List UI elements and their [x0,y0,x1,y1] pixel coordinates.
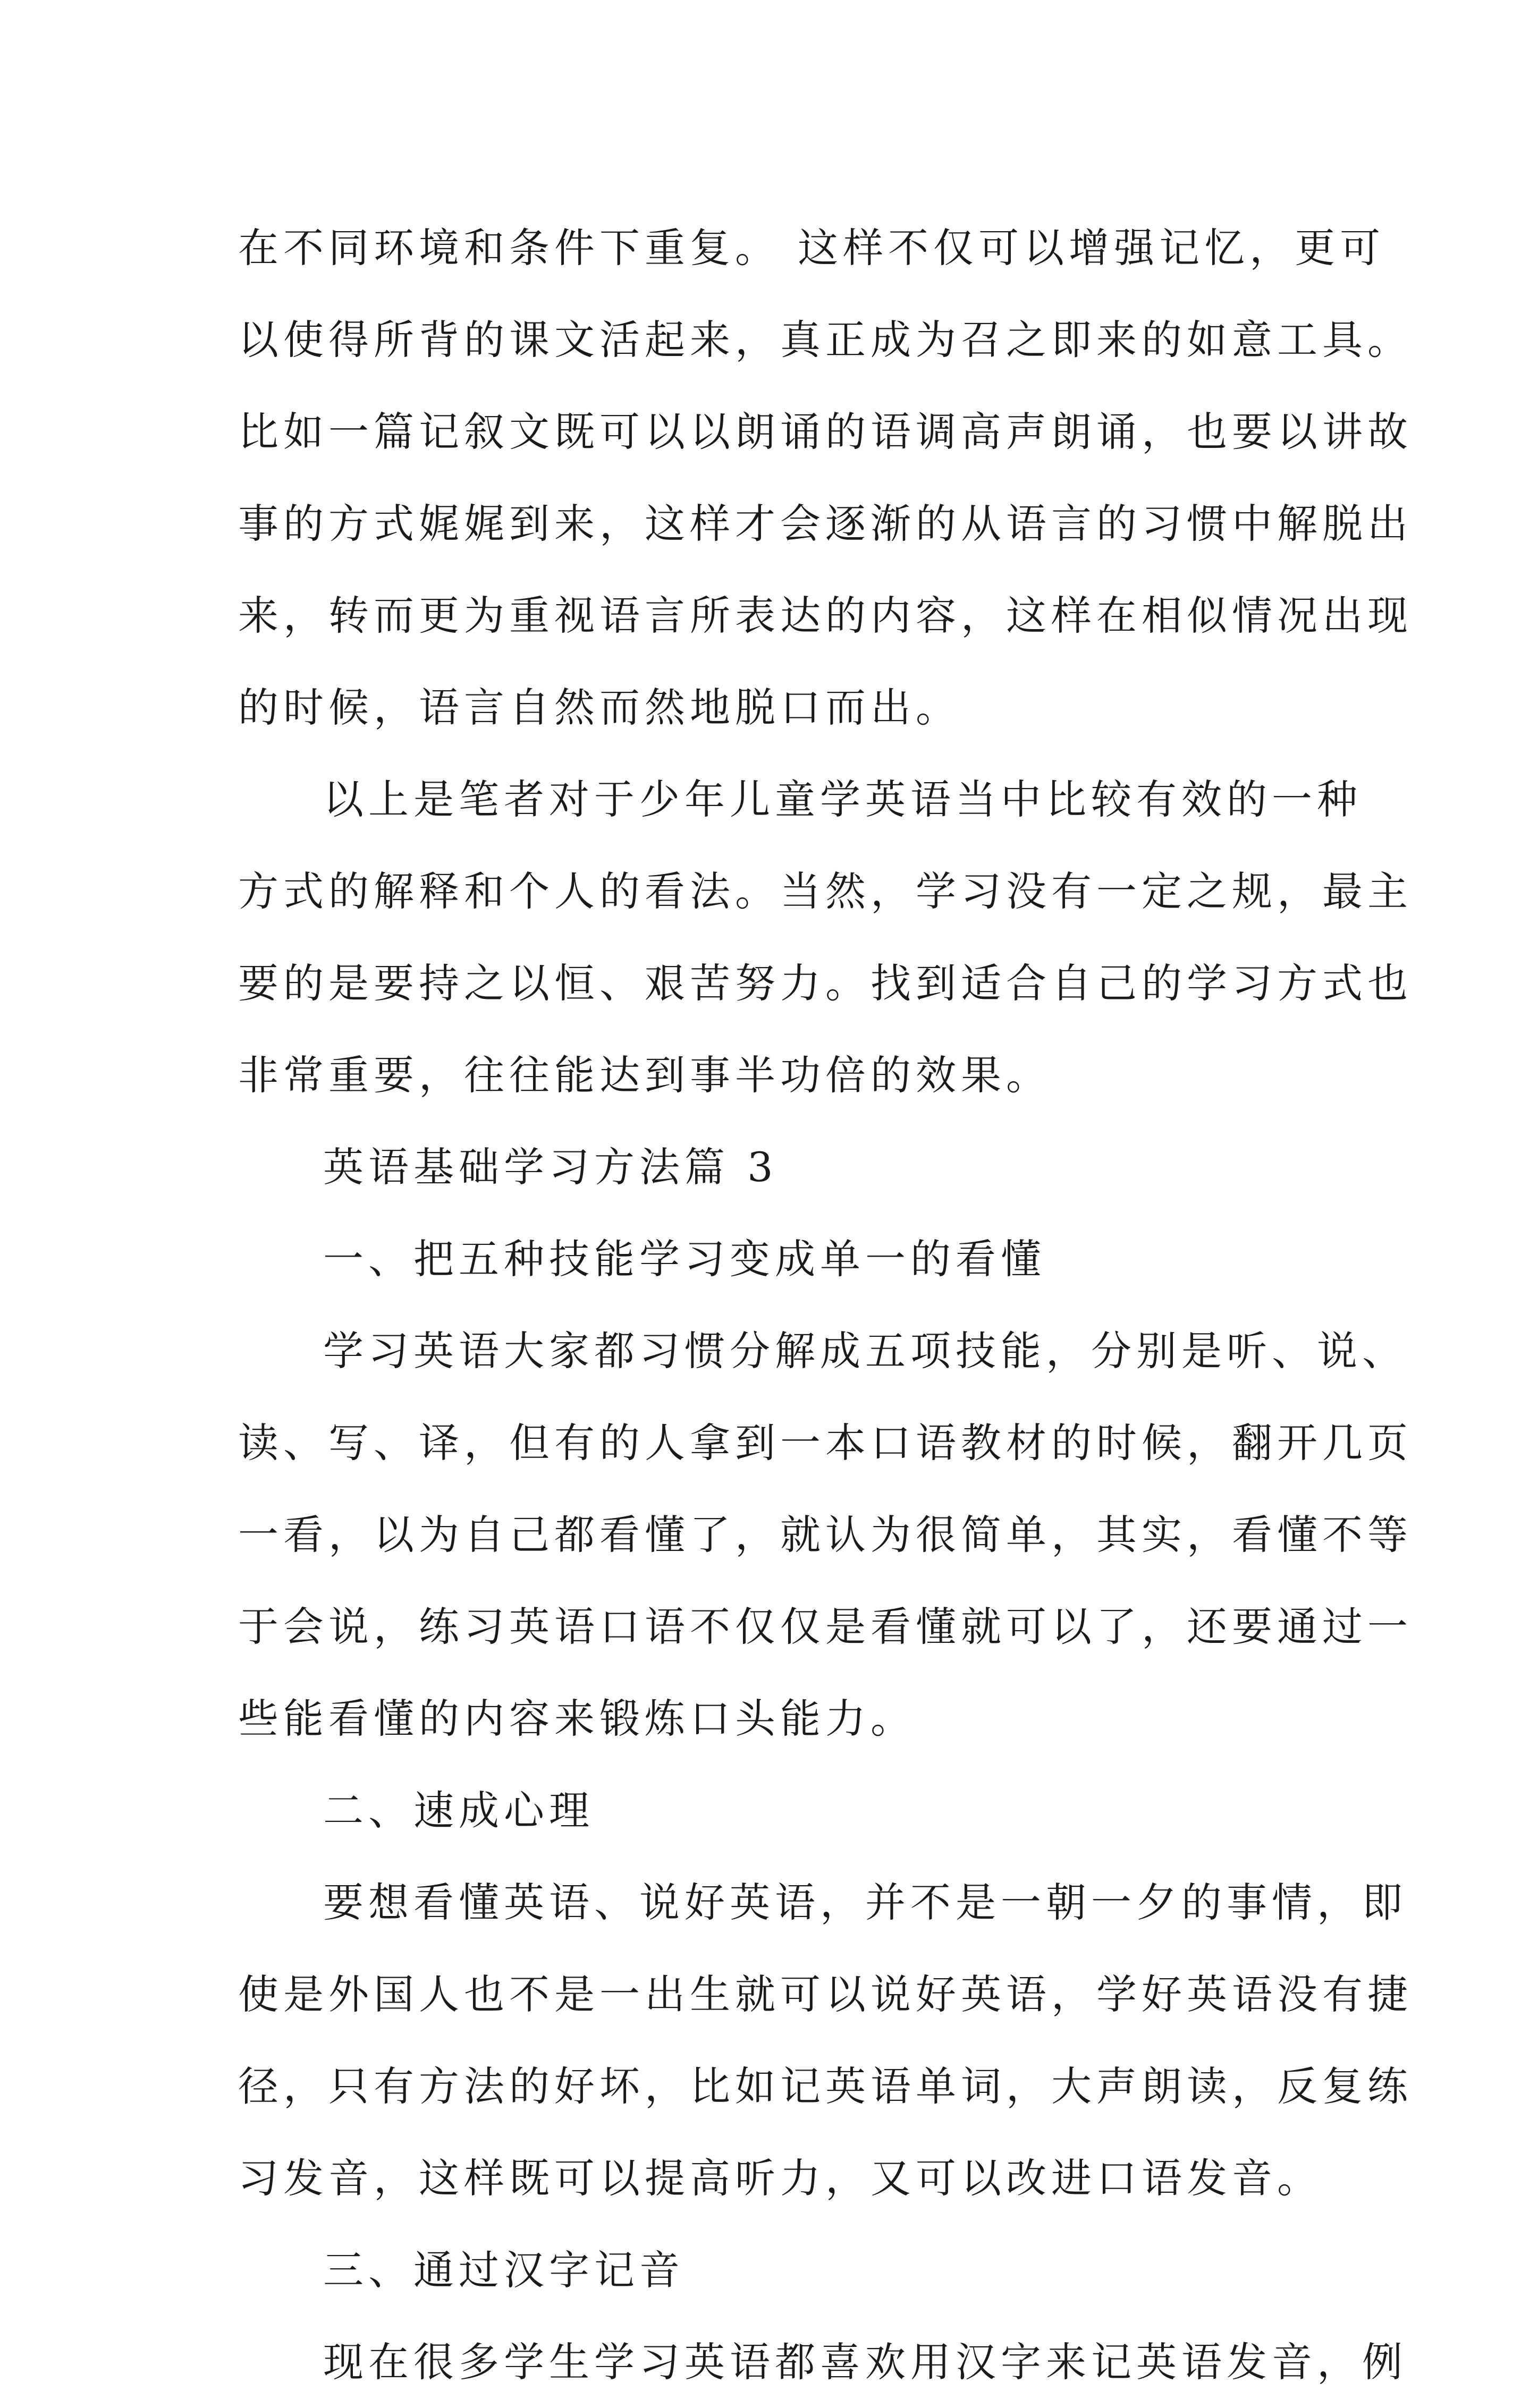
text-line: 在不同环境和条件下重复。 这样不仅可以增强记忆，更可 [238,224,1385,272]
text-line: 使是外国人也不是一出生就可以说好英语，学好英语没有捷 [238,1971,1413,2018]
section-heading: 三、通过汉字记音 [323,2246,685,2294]
paragraph-start-line: 现在很多学生学习英语都喜欢用汉字来记英语发音，例 [323,2338,1407,2386]
text-line: 径，只有方法的好坏，比如记英语单词，大声朗读，反复练 [238,2063,1413,2110]
text-line: 于会说，练习英语口语不仅仅是看懂就可以了，还要通过一 [238,1603,1413,1650]
text-line: 来，转而更为重视语言所表达的内容，这样在相似情况出现 [238,592,1413,639]
text-line: 非常重要，往往能达到事半功倍的效果。 [238,1052,1051,1099]
text-line: 以使得所背的课文活起来，真正成为召之即来的如意工具。 [238,316,1413,363]
paragraph-start-line: 学习英语大家都习惯分解成五项技能，分别是听、说、 [323,1327,1407,1375]
section-heading: 一、把五种技能学习变成单一的看懂 [323,1235,1046,1283]
paragraph-start-line: 以上是笔者对于少年儿童学英语当中比较有效的一种 [323,776,1362,823]
text-line: 的时候，语言自然而然地脱口而出。 [238,684,961,731]
text-line: 一看，以为自己都看懂了，就认为很简单，其实，看懂不等 [238,1511,1413,1558]
text-line: 方式的解释和个人的看法。当然，学习没有一定之规，最主 [238,868,1413,915]
document-body [238,202,1413,2408]
section-heading: 二、速成心理 [323,1787,594,1834]
text-line: 读、写、译，但有的人拿到一本口语教材的时候，翻开几页 [238,1419,1413,1466]
section-title: 英语基础学习方法篇 3 [323,1143,778,1191]
text-line: 习发音，这样既可以提高听力，又可以改进口语发音。 [238,2155,1322,2202]
text-line: 事的方式娓娓到来，这样才会逐渐的从语言的习惯中解脱出 [238,500,1413,547]
paragraph-start-line: 要想看懂英语、说好英语，并不是一朝一夕的事情，即 [323,1879,1407,1926]
text-line: 比如一篇记叙文既可以以朗诵的语调高声朗诵，也要以讲故 [238,408,1413,455]
text-line: 些能看懂的内容来锻炼口头能力。 [238,1695,916,1742]
text-line: 要的是要持之以恒、艰苦努力。找到适合自己的学习方式也 [238,960,1413,1007]
